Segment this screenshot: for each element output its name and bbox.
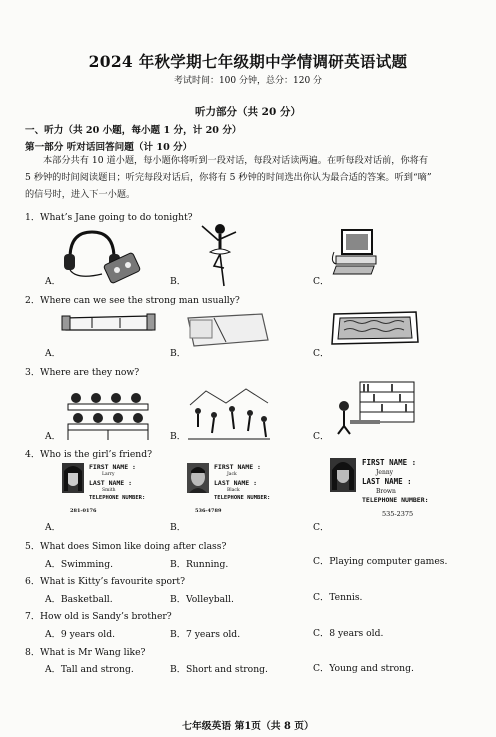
q1-option-a[interactable]: A． (45, 276, 61, 287)
question-number: 6． (25, 576, 41, 587)
question-text: Where can we see the strong man usually? (40, 295, 240, 306)
swimming-pool-icon (330, 310, 420, 346)
last-name-value: Black (227, 488, 240, 493)
q3-option-a[interactable]: A． (45, 431, 61, 442)
girl-photo-icon (62, 463, 84, 493)
id-card-c (330, 458, 430, 522)
playground-icon (186, 385, 272, 441)
last-name-label: LAST NAME : (214, 479, 258, 487)
id-card-a (62, 463, 150, 519)
first-name-label: FIRST NAME : (89, 463, 136, 471)
classroom-icon (64, 388, 152, 440)
q6-option-c[interactable]: C．Tennis. (313, 592, 363, 603)
instruction-line-2: 5 秒钟的时间阅读题目；听完每段对话后，你将有 5 秒钟的时间选出你认为最合适的答案。听到“嘀” (25, 172, 432, 183)
telephone-value: 536-4789 (195, 508, 222, 514)
first-name-value: Jenny (376, 469, 394, 476)
instruction-line-1: 本部分共有 10 道小题，每小题你将听到一段对话，每段对话读两遍。在听每段对话前，你将有 (43, 155, 429, 166)
question-number: 8． (25, 647, 41, 658)
instruction-line-3: 的信号时，进入下一小题。 (25, 189, 136, 200)
first-name-value: Jack (227, 472, 237, 477)
question-text: What does Simon like doing after class? (40, 541, 227, 552)
telephone-label: TELEPHONE NUMBER: (89, 495, 146, 501)
ballet-dancer-icon (200, 222, 240, 288)
question-number: 7． (25, 611, 41, 622)
q2-option-c[interactable]: C． (313, 348, 330, 359)
exam-subtitle: 考试时间：100 分钟，总分：120 分 (173, 76, 323, 86)
q8-option-a[interactable]: A．Tall and strong. (45, 664, 134, 675)
first-name-value: Larry (102, 472, 115, 477)
sofa-icon (62, 312, 157, 334)
question-number: 4． (25, 449, 41, 460)
question-7 (25, 608, 172, 622)
last-name-label: LAST NAME : (362, 477, 412, 486)
q1-option-b[interactable]: B． (170, 276, 186, 287)
q7-option-c[interactable]: C．8 years old. (313, 628, 384, 639)
question-text: How old is Sandy’s brother? (40, 611, 172, 622)
question-8 (25, 644, 145, 658)
q3-option-c[interactable]: C． (313, 431, 330, 442)
question-number: 2． (25, 295, 41, 306)
telephone-value: 281-0176 (70, 508, 97, 514)
last-name-label: LAST NAME : (89, 479, 133, 487)
bed-icon (186, 310, 270, 350)
question-3 (25, 364, 139, 378)
section-title: 听力部分（共 20 分） (195, 106, 301, 118)
library-icon (330, 380, 416, 436)
q2-option-a[interactable]: A． (45, 348, 61, 359)
q8-option-c[interactable]: C．Young and strong. (313, 663, 414, 674)
boy-photo-icon (187, 463, 209, 493)
question-number: 5． (25, 541, 41, 552)
question-number: 3． (25, 367, 41, 378)
q4-option-b[interactable]: B． (170, 522, 186, 533)
question-5 (25, 538, 226, 552)
telephone-label: TELEPHONE NUMBER: (214, 495, 271, 501)
id-card-b (187, 463, 275, 519)
last-name-value: Brown (376, 488, 396, 495)
question-text: Who is the girl’s friend? (40, 449, 152, 460)
question-text: What is Kitty’s favourite sport? (40, 576, 186, 587)
q1-option-c[interactable]: C． (313, 276, 330, 287)
q5-option-c[interactable]: C．Playing computer games. (313, 556, 448, 567)
last-name-value: Smith (102, 488, 116, 493)
part1a-title: 第一部分 听对话回答问题（计 10 分） (25, 142, 193, 153)
telephone-label: TELEPHONE NUMBER: (362, 496, 429, 504)
q2-option-b[interactable]: B． (170, 348, 186, 359)
question-text: What is Mr Wang like? (40, 647, 146, 658)
first-name-label: FIRST NAME : (214, 463, 261, 471)
question-number: 1． (25, 212, 41, 223)
q4-option-c[interactable]: C． (313, 522, 330, 533)
question-1 (25, 209, 193, 223)
part1-title: 一、听力（共 20 小题，每小题 1 分，计 20 分） (25, 125, 242, 136)
question-text: What’s Jane going to do tonight? (40, 212, 193, 223)
first-name-label: FIRST NAME : (362, 458, 417, 467)
q5-option-a[interactable]: A．Swimming. (45, 559, 114, 570)
exam-title: 2024 年秋学期七年级期中学情调研英语试题 (88, 52, 408, 71)
q6-option-b[interactable]: B．Volleyball. (170, 594, 234, 605)
question-4 (25, 446, 152, 460)
computer-icon (330, 228, 390, 276)
question-6 (25, 573, 185, 587)
question-2 (25, 292, 240, 306)
headphones-icon (62, 228, 144, 284)
q7-option-a[interactable]: A．9 years old. (45, 629, 115, 640)
telephone-value: 535-2375 (382, 510, 414, 518)
question-text: Where are they now? (40, 367, 140, 378)
q5-option-b[interactable]: B．Running. (170, 559, 229, 570)
woman-photo-icon (330, 458, 356, 492)
q8-option-b[interactable]: B．Short and strong. (170, 664, 268, 675)
q7-option-b[interactable]: B．7 years old. (170, 629, 241, 640)
q4-option-a[interactable]: A． (45, 522, 61, 533)
q6-option-a[interactable]: A．Basketball. (45, 594, 113, 605)
page-footer: 七年级英语 第1页（共 8 页） (182, 721, 314, 732)
q3-option-b[interactable]: B． (170, 431, 186, 442)
